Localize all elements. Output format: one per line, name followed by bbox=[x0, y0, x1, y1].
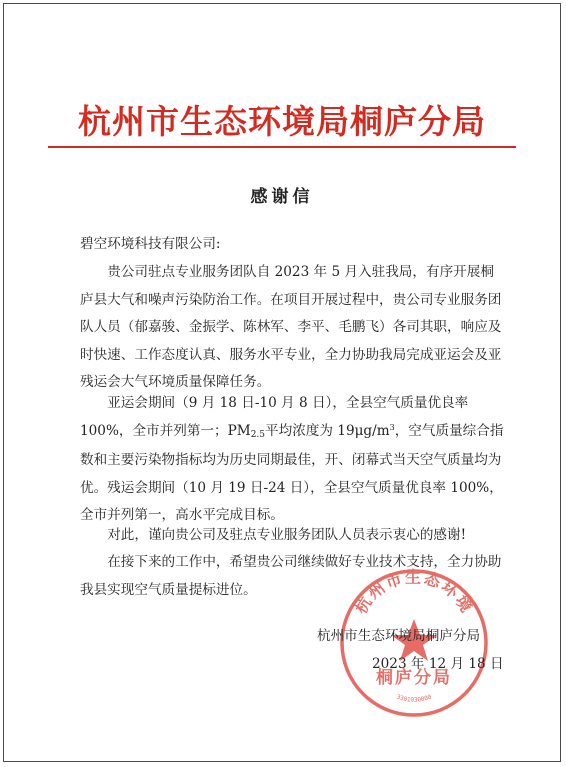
document-title: 感谢信 bbox=[250, 187, 314, 207]
letterhead-title: 杭州市生态环境局桐庐分局 bbox=[78, 102, 486, 141]
signature-organization: 杭州市生态环境局桐庐分局 bbox=[317, 628, 481, 644]
letter-page bbox=[3, 3, 561, 762]
svg-text:3301030000 bbox=[396, 693, 433, 703]
paragraph-2-part-3: ，空气质量综合指数和主要污染物指标均为历史同期最佳，开、闭幕式当天空气质量均为优。残运会期间（10 月 19 日-24 日），全县空气质量优良率 100%，全市并列第一，高水平完成目标。 bbox=[80, 422, 504, 524]
paragraph-2 bbox=[80, 390, 506, 530]
paragraph-2-part-1: 亚运会期间（9 月 18 日-10 月 8 日），全县空气质量优良率 100%，全市并列第一；PM bbox=[80, 395, 469, 439]
paragraph-4: 在接下来的工作中，希望贵公司继续做好专业技术支持，全力协助我县实现空气质量提标进位。 bbox=[80, 554, 502, 598]
paragraph-2-part-2: 平均浓度为 19μg/m bbox=[265, 422, 390, 439]
seal-bottom-text: 桐庐分局 bbox=[376, 668, 452, 688]
seal-code-text: 3301030000 bbox=[395, 693, 433, 704]
paragraph-3: 对此，谨向贵公司及驻点专业服务团队人员表示衷心的感谢! bbox=[107, 527, 467, 543]
unit-superscript: 3 bbox=[389, 422, 395, 432]
letterhead-divider bbox=[48, 146, 516, 148]
salutation: 碧空环境科技有限公司: bbox=[80, 236, 221, 252]
pm-subscript: 2.5 bbox=[250, 429, 266, 440]
seal-top-text: 杭州市生态环境 bbox=[350, 567, 478, 618]
svg-text:杭州市生态环境 bbox=[351, 567, 477, 617]
paragraph-1: 贵公司驻点专业服务团队自 2023 年 5 月入驻我局，有序开展桐庐县大气和噪声污染防治工作。在项目开展过程中，贵公司专业服务团队人员（郁嘉骏、金振学、陈林军、李平、毛鹏飞）各司其职，响应及时快速、工作态度认真、服务水平专业，全力协助我局完成亚运会及亚残运会大气环境质量保障任务。 bbox=[80, 264, 502, 391]
signature-date: 2023 年 12 月 18 日 bbox=[372, 656, 504, 672]
